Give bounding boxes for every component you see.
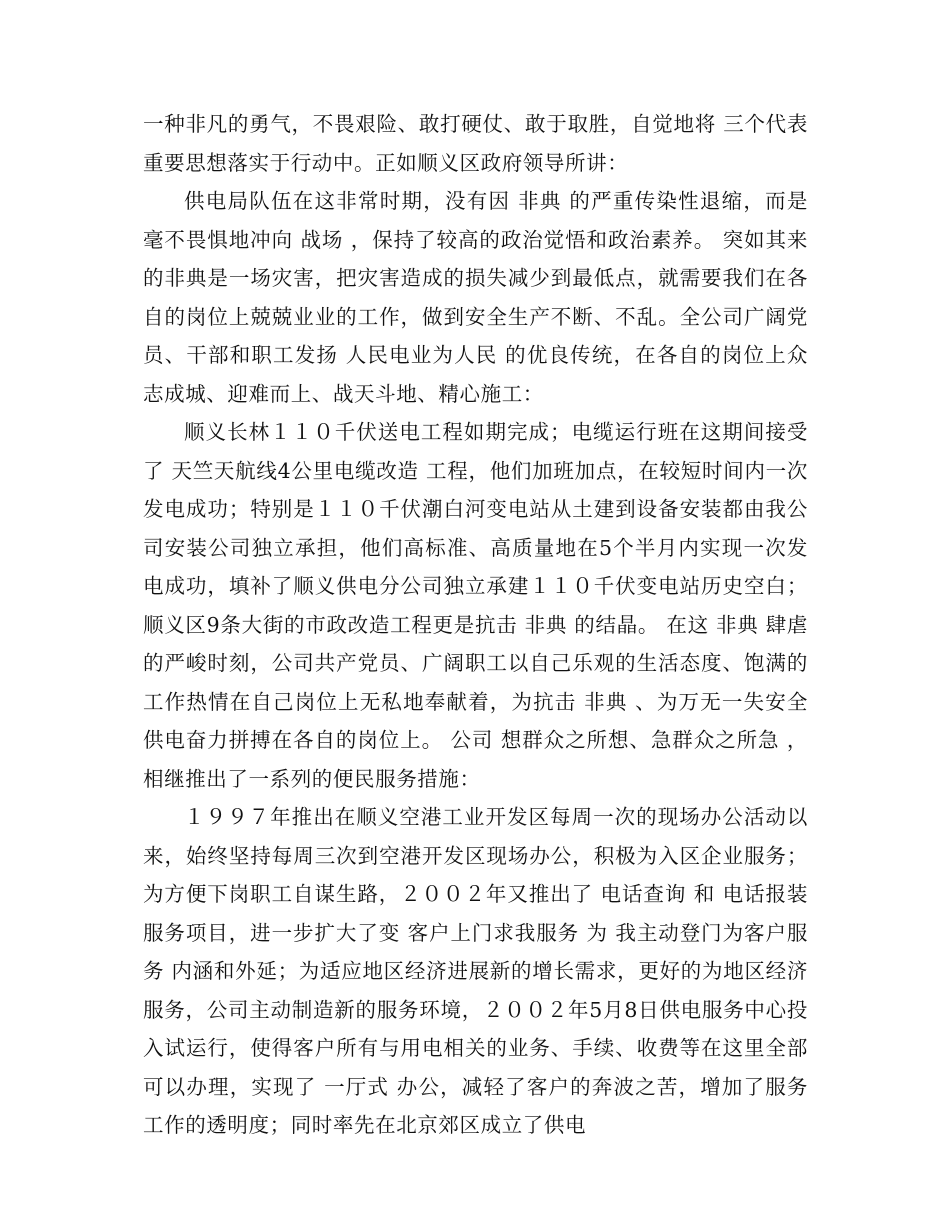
- body-text: [143, 105, 808, 1145]
- paragraph: 供电局队伍在这非常时期，没有因 非典 的严重传染性退缩，而是毫不畏惧地冲向 战场 ，保持了较高的政治觉悟和政治素养。 突如其来的非典是一场灾害，把灾害造成的损失减少到最低点，就需要我们在各自的岗位上兢兢业业的工作，做到安全生产不断、不乱。全公司广阔党员、干部和职工发扬 人民电业为人民 的优良传统，在各自的岗位上众志成城、迎难而上、战天斗地、精心施工：: [143, 189, 808, 406]
- paragraph: 一种非凡的勇气，不畏艰险、敢打硬仗、敢于取胜，自觉地将 三个代表 重要思想落实于行动中。正如顺义区政府领导所讲：: [143, 112, 808, 175]
- paragraph: 顺义长林１１０千伏送电工程如期完成；电缆运行班在这期间接受了 天竺天航线4公里电缆改造 工程，他们加班加点，在较短时间内一次发电成功；特别是１１０千伏潮白河变电站从土建到设备安装都由我公司安装公司独立承担，他们高标准、高质量地在5个半月内实现一次发电成功，填补了顺义供电分公司独立承建１１０千伏变电站历史空白；顺义区9条大街的市政改造工程更是抗击 非典 的结晶。 在这 非典 肆虐的严峻时刻，公司共产党员、广阔职工以自己乐观的生活态度、饱满的工作热情在自己岗位上无私地奉献着，为抗击 非典 、为万无一失安全供电奋力拼搏在各自的岗位上。 公司 想群众之所想、急群众之所急 ，相继推出了一系列的便民服务措施：: [143, 420, 808, 791]
- paragraph: １９９７年推出在顺义空港工业开发区每周一次的现场办公活动以来，始终坚持每周三次到空港开发区现场办公，积极为入区企业服务；为方便下岗职工自谋生路，２００２年又推出了 电话查询 和 电话报装 服务项目，进一步扩大了变 客户上门求我服务 为 我主动登门为客户服务 内涵和外延；为适应地区经济进展新的增长需求，更好的为地区经济服务，公司主动制造新的服务环境，２００２年5月8日供电服务中心投入试运行，使得客户所有与用电相关的业务、手续、收费等在这里全部可以办理，实现了 一厅式 办公，减轻了客户的奔波之苦，增加了服务工作的透明度；同时率先在北京郊区成立了供电: [143, 805, 808, 1137]
